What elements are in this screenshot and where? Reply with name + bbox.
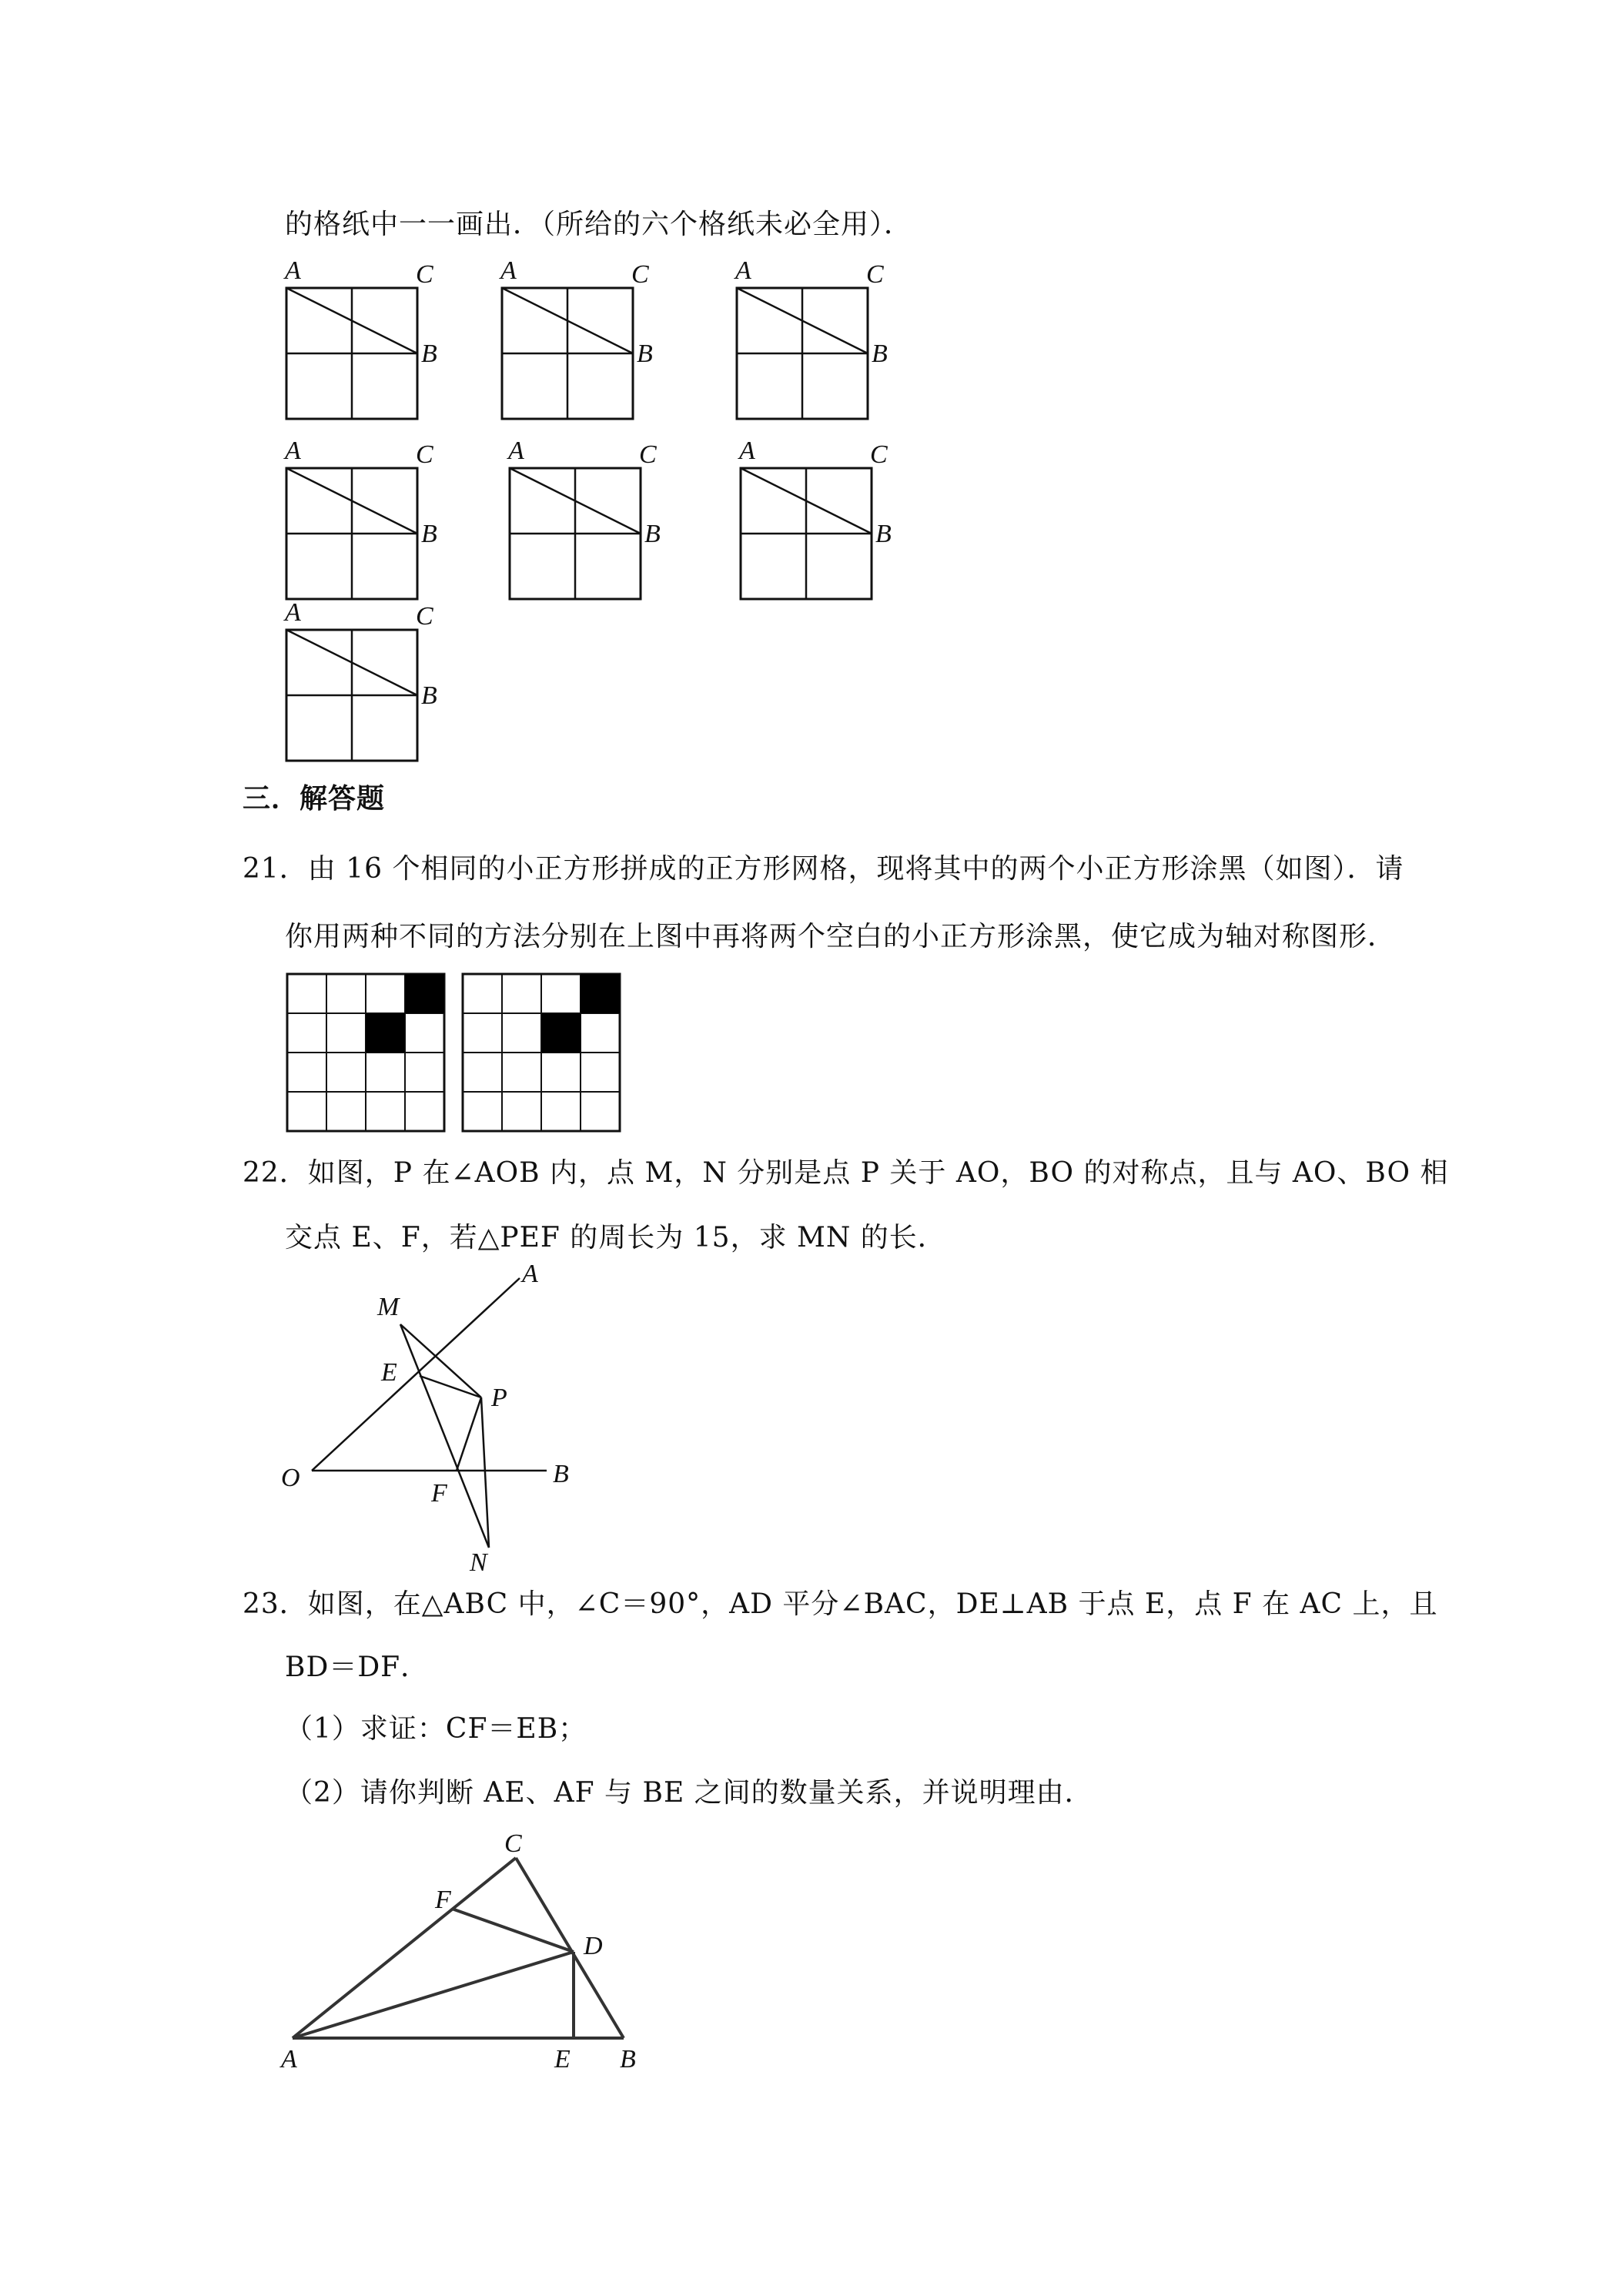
label-o: O (281, 1464, 300, 1492)
label-f: F (435, 1886, 451, 1914)
q22-figure (277, 1260, 585, 1577)
label-p: P (491, 1384, 507, 1412)
q23-figure (277, 1829, 654, 2075)
label-f: F (431, 1479, 447, 1508)
label-e: E (554, 2045, 571, 2073)
grid-paper-1 (279, 249, 463, 450)
q21-grid-right (462, 973, 624, 1135)
label-a: A (285, 256, 301, 285)
label-a: A (739, 437, 755, 465)
label-c: C (416, 440, 433, 469)
label-b: B (872, 340, 888, 368)
grid-paper-6 (733, 430, 918, 630)
black-square-top-right (581, 974, 620, 1013)
label-c: C (416, 602, 433, 631)
label-c: C (416, 260, 433, 289)
label-a: A (285, 598, 301, 627)
label-e: E (381, 1358, 397, 1387)
black-square-middle (541, 1013, 581, 1053)
q23-sub-2: （2）请你判断 AE、AF 与 BE 之间的数量关系，并说明理由． (285, 1777, 1093, 1809)
label-m: M (377, 1293, 400, 1321)
grid-paper-3 (729, 249, 914, 450)
label-b: B (875, 520, 892, 548)
label-b: B (421, 681, 437, 710)
label-a: A (500, 256, 517, 285)
label-c: C (639, 440, 657, 469)
label-b: B (620, 2045, 636, 2073)
label-c: C (870, 440, 888, 469)
label-a: A (522, 1260, 538, 1288)
grid-paper-5 (502, 430, 687, 630)
label-a: A (735, 256, 751, 285)
grid-paper-7 (279, 591, 463, 792)
q21-line-1: 21．由 16 个相同的小正方形拼成的正方形网格，现将其中的两个小正方形涂黑（如图）．请 (243, 853, 1404, 885)
label-a: A (281, 2045, 297, 2073)
q23-sub-1: （1）求证：CF＝EB； (285, 1713, 587, 1745)
label-c: C (866, 260, 884, 289)
label-c: C (504, 1829, 522, 1858)
label-b: B (644, 520, 661, 548)
q23-line-2: BD＝DF． (285, 1652, 430, 1683)
intro-text: 的格纸中一一画出．（所给的六个格纸未必全用）． (285, 209, 913, 240)
black-square-top-right (405, 974, 444, 1013)
label-b: B (421, 520, 437, 548)
label-d: D (584, 1932, 603, 1960)
black-square-middle (366, 1013, 405, 1053)
label-a: A (508, 437, 524, 465)
label-b: B (553, 1460, 569, 1488)
q22-line-2: 交点 E、F，若△PEF 的周长为 15，求 MN 的长． (285, 1222, 946, 1253)
label-b: B (637, 340, 653, 368)
q22-line-1: 22．如图，P 在∠AOB 内，点 M，N 分别是点 P 关于 AO，BO 的对称点，且与 AO、BO 相 (243, 1157, 1449, 1189)
label-a: A (285, 437, 301, 465)
label-b: B (421, 340, 437, 368)
grid-paper-2 (494, 249, 679, 450)
label-c: C (631, 260, 649, 289)
label-n: N (470, 1548, 487, 1577)
q21-line-2: 你用两种不同的方法分别在上图中再将两个空白的小正方形涂黑，使它成为轴对称图形． (285, 921, 1397, 952)
q23-line-1: 23．如图，在△ABC 中，∠C＝90°，AD 平分∠BAC，DE⊥AB 于点 E，点 F 在 AC 上，且 (243, 1588, 1438, 1620)
q21-grid-left (286, 973, 448, 1135)
section-title: 三．解答题 (243, 782, 386, 815)
